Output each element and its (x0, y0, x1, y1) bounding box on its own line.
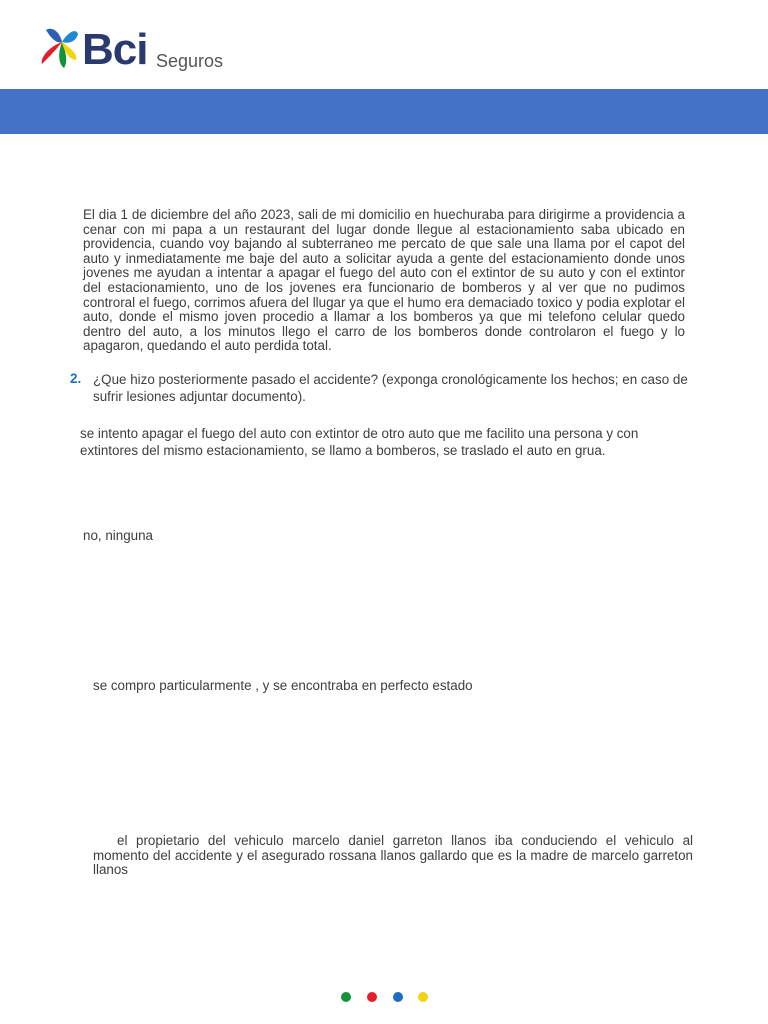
answer-5: el propietario del vehiculo marcelo daniel garreton llanos iba conduciendo el vehiculo al momento del accidente y el asegurado rossana llanos gallardo que es la madre de marcelo garreton llanos (93, 833, 693, 878)
green-dot-icon (341, 992, 351, 1002)
logo-sub-text: Seguros (156, 51, 224, 71)
question-2-number: 2. (70, 371, 82, 386)
blue-dot-icon (393, 992, 403, 1002)
bci-seguros-logo (38, 24, 238, 76)
red-dot-icon (367, 992, 377, 1002)
header-banner (0, 89, 768, 134)
answer-2: se intento apagar el fuego del auto con extintor de otro auto que me facilito una persona y con extintores del mismo estacionamiento, se llamo a bomberos, se traslado el auto en grua. (80, 426, 639, 458)
answer-3: no, ninguna (83, 528, 153, 543)
bci-logo-mark-icon (38, 24, 80, 72)
answer-4: se compro particularmente , y se encontraba en perfecto estado (93, 678, 473, 693)
question-2-text: ¿Que hizo posteriormente pasado el accidente? (exponga cronológicamente los hechos; en caso de sufrir lesiones adjuntar documento). (93, 372, 688, 404)
yellow-dot-icon (418, 992, 428, 1002)
footer-dots (341, 992, 431, 1004)
logo-brand-text: Bci (82, 25, 148, 74)
answer-paragraph-1: El dia 1 de diciembre del año 2023, sali de mi domicilio en huechuraba para dirigirme a providencia a cenar con mi papa a un restaurant del lugar donde llegue al estacionamiento saba ubicado en providencia, cuando voy bajando al subterraneo me percato de que sale una llama por el capot del auto y inmediatamente me baje del auto a solicitar ayuda a gente del estacionamiento donde unos jovenes me ayudan a intentar a apagar el fuego del auto con el extintor de su auto y con el extintor del estacionamiento, uno de los jovenes era funcionario de bomberos y al ver que no pudimos controral el fuego, corrimos afuera del llugar ya que el humo era demaciado toxico y podia explotar el auto, donde el mismo joven procedio a llamar a los bomberos ya que mi telefono celular quedo dentro del auto, a los minutos llego el carro de los bomberos donde controlaron el fuego y lo apagaron, quedando el auto perdida total. (83, 207, 685, 354)
